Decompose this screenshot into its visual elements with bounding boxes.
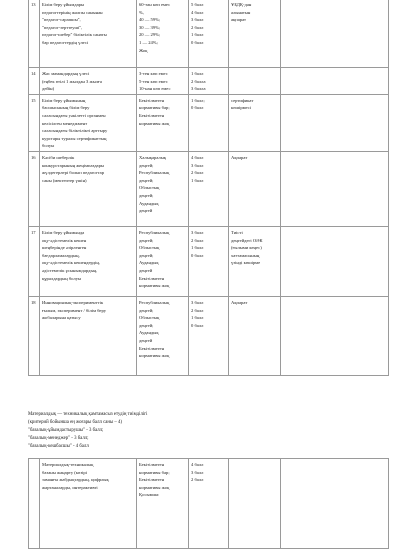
band-cell — [137, 68, 189, 95]
band-cell-line: Бекітілмеген — [139, 112, 165, 118]
criterion-cell-line: Білім беру ұйымдары — [42, 2, 85, 7]
criterion-cell-line: келісілген менеджмент — [42, 120, 88, 126]
band-cell-line: деңгей; — [139, 322, 154, 328]
criterion-cell — [40, 0, 137, 68]
table-row — [29, 296, 389, 375]
criterion-cell — [40, 226, 137, 296]
score-cell-line: 1 балл — [191, 71, 204, 76]
source-cell — [229, 226, 281, 296]
criterion-cell-line: Инновациялық-эксперименттік — [42, 299, 104, 305]
criterion-cell-line: саны (мектептер үшін) — [42, 177, 87, 183]
criterion-cell-line: педагог-шебер" біліктілік санаты — [42, 32, 107, 38]
source-cell-line: көшірмесі — [231, 105, 251, 111]
criterion-cell-line: шеңберінде әзірленген — [42, 245, 87, 251]
score-cell-line: 1 балл — [191, 177, 204, 183]
table-row — [29, 94, 389, 151]
score-cell-line: 3 балл — [191, 162, 204, 168]
empty-cell — [281, 68, 389, 95]
source-cell-line: (ғылыми кеңес) — [231, 245, 262, 251]
criterion-cell-line: саласындағы уәкілетті органмен — [42, 112, 106, 118]
band-cell-line: %, — [139, 9, 144, 15]
section-text-line: Материалдық — техникалық қамтамасыз етудің тиімділігі — [28, 412, 148, 417]
empty-cell — [281, 296, 389, 375]
table-row — [29, 151, 389, 226]
criterion-cell-line: конкурстарының жеңімпаздары — [42, 162, 104, 168]
band-cell-line: Бекітілмеген — [139, 275, 165, 281]
band-cell-line: Республикалық — [139, 229, 170, 235]
score-cell-line: 2 балл — [191, 477, 204, 483]
band-cell-line: деңгей; — [139, 252, 154, 258]
band-cell-line: деңгей; — [139, 192, 154, 198]
band-cell-line: нормативы жоқ — [139, 120, 170, 126]
score-cell — [189, 226, 229, 296]
empty-cell — [281, 151, 389, 226]
source-cell-line: хаттамасының — [231, 252, 260, 258]
band-cell-line: нормативы жоқ — [139, 283, 170, 289]
band-cell-line: деңгей — [139, 267, 153, 273]
score-cell-line: 4 балл — [191, 462, 204, 467]
row-number: 17 — [29, 226, 40, 296]
band-cell-line: 3-тен көп емес — [139, 71, 168, 76]
criterion-cell-line: "педагог-сарапшы", — [42, 17, 81, 23]
row-number: 16 — [29, 151, 40, 226]
criterion-cell-line: оқу-әдістемелік кешен — [42, 237, 87, 243]
score-cell-line: 2 балл — [191, 24, 204, 30]
criterion-cell-line: жүлдегерлері болып педагогтар — [42, 170, 105, 176]
band-cell-line: 60-тан көп емес — [139, 2, 171, 7]
band-cell-line: Бекітілмеген — [139, 462, 165, 467]
criteria-table-continued — [28, 458, 389, 549]
score-cell — [189, 94, 229, 151]
source-cell-line: Ақпарат — [231, 154, 248, 160]
source-cell-line: Тиісті — [231, 229, 243, 235]
source-cell-line: үзінді көшірме — [231, 260, 261, 266]
score-cell — [189, 0, 229, 68]
band-cell-line: деңгей; — [139, 177, 154, 183]
empty-cell — [281, 0, 389, 68]
criterion-cell-line: бағдарламалардың, — [42, 252, 80, 258]
band-cell-line: деңгей — [139, 337, 153, 343]
band-cell-line: нормативы жоқ — [139, 353, 170, 359]
score-cell-line: 3 балл — [191, 469, 204, 475]
band-cell — [137, 0, 189, 68]
score-cell-line: 1 балл — [191, 245, 204, 251]
source-cell-line: сертификат — [231, 97, 254, 103]
band-cell — [137, 296, 189, 375]
band-cell-line: Республикалық — [139, 299, 170, 305]
source-cell-line: алынатын — [231, 9, 251, 15]
criterion-cell-line: Білім беру ұйымының — [42, 97, 86, 103]
band-cell-line: Аудандық — [139, 330, 159, 336]
band-cell-line: деңгей; — [139, 307, 154, 313]
source-cell — [229, 94, 281, 151]
criterion-cell-line: (еңбек өтілі 1 жылдан 3 жылға — [42, 78, 102, 84]
criterion-cell-line: ғылым, эксперимент / білім беру — [42, 307, 107, 313]
band-cell-line: 40 — 59%; — [139, 17, 161, 23]
band-cell-line: Аудандық — [139, 260, 159, 266]
score-cell — [189, 68, 229, 95]
criterion-cell-line: курстары туралы сертификаттың — [42, 135, 107, 141]
source-cell-line: Ақпарат — [231, 299, 248, 305]
score-cell-line: 0 балл — [191, 39, 204, 45]
empty-cell — [281, 94, 389, 151]
criterion-cell-line: жартаналарды, интерактивті — [42, 484, 98, 490]
criterion-cell-line: "педагог-зерттеуші", — [42, 24, 83, 30]
section-text-line: "базалық-ұйымдастырушы" - 3 балл; — [28, 427, 104, 433]
source-cell-line: ақпарат — [231, 17, 246, 23]
band-cell-line: Облыстық — [139, 185, 160, 191]
criterion-cell-line: оқу-әдістемелік кешендердің, — [42, 260, 101, 266]
row-number: 14 — [29, 68, 40, 95]
score-cell-line: 2 балла — [191, 78, 206, 84]
band-cell-line: Жоқ — [139, 47, 148, 53]
criterion-cell — [40, 296, 137, 375]
source-cell — [229, 0, 281, 68]
criterion-cell-line: педагогтерінің жалпы санынан — [42, 9, 103, 15]
empty-cell — [281, 459, 389, 549]
criterion-cell-line: Жас мамандардың үлесі — [42, 71, 90, 76]
criterion-cell-line: Кәсіби шеберлік — [42, 154, 75, 160]
band-cell — [137, 226, 189, 296]
table-row — [29, 68, 389, 95]
criterion-cell-line: құралдардың болуы — [42, 275, 82, 281]
score-cell-line: 0 балл — [191, 252, 204, 258]
band-cell-line: деңгей; — [139, 237, 154, 243]
criterion-cell-line: саласындағы біліктілікті арттыру — [42, 128, 108, 134]
criterion-cell-line: Білім беру ұйымында — [42, 229, 85, 235]
criterion-cell — [40, 94, 137, 151]
score-cell-line: 0 балл — [191, 105, 204, 111]
band-cell-line: Бекітілмеген — [139, 477, 165, 483]
empty-cell — [281, 226, 389, 296]
score-cell — [189, 151, 229, 226]
band-cell-line: 5-тен көп емес — [139, 78, 168, 84]
row-number: 13 — [29, 0, 40, 68]
criteria-table — [28, 0, 389, 376]
band-cell-line: 20 — 29%; — [139, 32, 161, 38]
table-row — [29, 459, 389, 549]
band-cell-line: деңгей; — [139, 162, 154, 168]
source-cell — [229, 296, 281, 375]
table-row — [29, 0, 389, 68]
band-cell — [137, 94, 189, 151]
score-cell-line: 2 балл — [191, 170, 204, 176]
criterion-cell — [40, 151, 137, 226]
score-cell-line: 3 балл — [191, 17, 204, 23]
score-cell-line: 1 балл — [191, 315, 204, 321]
section-heading-text — [28, 411, 388, 451]
band-cell-line: Облыстық — [139, 245, 160, 251]
band-cell-line: Бекітілмеген — [139, 345, 165, 351]
score-cell-line: 5 балл — [191, 2, 204, 7]
row-number: 18 — [29, 296, 40, 375]
band-cell-line: Облыстық — [139, 315, 160, 321]
criterion-cell — [40, 459, 137, 549]
score-cell-line: 4 балл — [191, 9, 204, 15]
score-cell-line: 0 балл — [191, 322, 204, 328]
source-cell-line: ҰБДҚ-дан — [231, 2, 252, 7]
criterion-cell — [40, 68, 137, 95]
criterion-cell-line: әдістемелік ұсынымдардың, — [42, 267, 98, 273]
source-cell — [229, 459, 281, 549]
criterion-cell-line: Материалдық-техникалық — [42, 462, 94, 467]
band-cell — [137, 151, 189, 226]
band-cell-line: нормативы бар; — [139, 469, 170, 475]
row-number — [29, 459, 40, 549]
criterion-cell-line: дейін) — [42, 86, 55, 92]
source-cell-line: деңгейдегі ОӘК — [231, 237, 263, 243]
source-cell — [229, 151, 281, 226]
band-cell-line: 30 — 39%; — [139, 24, 161, 30]
band-cell-line: нормативы бар; — [139, 105, 170, 111]
band-cell-line: Қосымша: — [139, 492, 160, 498]
score-cell-line: 1 балл; — [191, 97, 205, 103]
score-cell-line: 3 балл — [191, 229, 204, 235]
score-cell-line: 1 балл — [191, 32, 204, 38]
band-cell — [137, 459, 189, 549]
row-number: 15 — [29, 94, 40, 151]
score-cell — [189, 296, 229, 375]
criterion-cell-line: жобаларына қатысу — [42, 315, 81, 321]
band-cell-line: Халықаралық — [139, 154, 167, 160]
band-cell-line: деңгей — [139, 208, 153, 214]
band-cell-line: Республикалық — [139, 170, 170, 176]
score-cell-line: 3 балла — [191, 86, 206, 92]
score-cell — [189, 459, 229, 549]
criterion-cell-line: заманғы жабдықтардың, цифрлық — [42, 477, 109, 483]
band-cell-line: 10-нан көп емес — [139, 86, 171, 92]
section-text-line: "базалық-кешбасшы" - 4 балл — [28, 443, 89, 449]
criterion-cell-line: болуы — [42, 143, 55, 149]
section-text-line: (критерий бойынша ең жоғары балл саны – 4) — [28, 419, 122, 425]
score-cell-line: 4 балл — [191, 154, 204, 160]
section-text-line: "базалық-менеджер" - 3 балл; — [28, 435, 89, 441]
criterion-cell-line: базаны жаңарту (көзірі — [42, 469, 87, 475]
band-cell-line: нормативы жоқ — [139, 484, 170, 490]
score-cell-line: 3 балл — [191, 299, 204, 305]
score-cell-line: 2 балл — [191, 237, 204, 243]
source-cell — [229, 68, 281, 95]
band-cell-line: 1 — 24%; — [139, 39, 158, 45]
criterion-cell-line: басшысының білім беру — [42, 105, 90, 111]
table-row — [29, 226, 389, 296]
band-cell-line: Аудандық — [139, 200, 159, 206]
band-cell-line: Бекітілмеген — [139, 97, 165, 103]
criterion-cell-line: бар педагогтердің үлесі — [42, 39, 89, 45]
score-cell-line: 2 балл — [191, 307, 204, 313]
